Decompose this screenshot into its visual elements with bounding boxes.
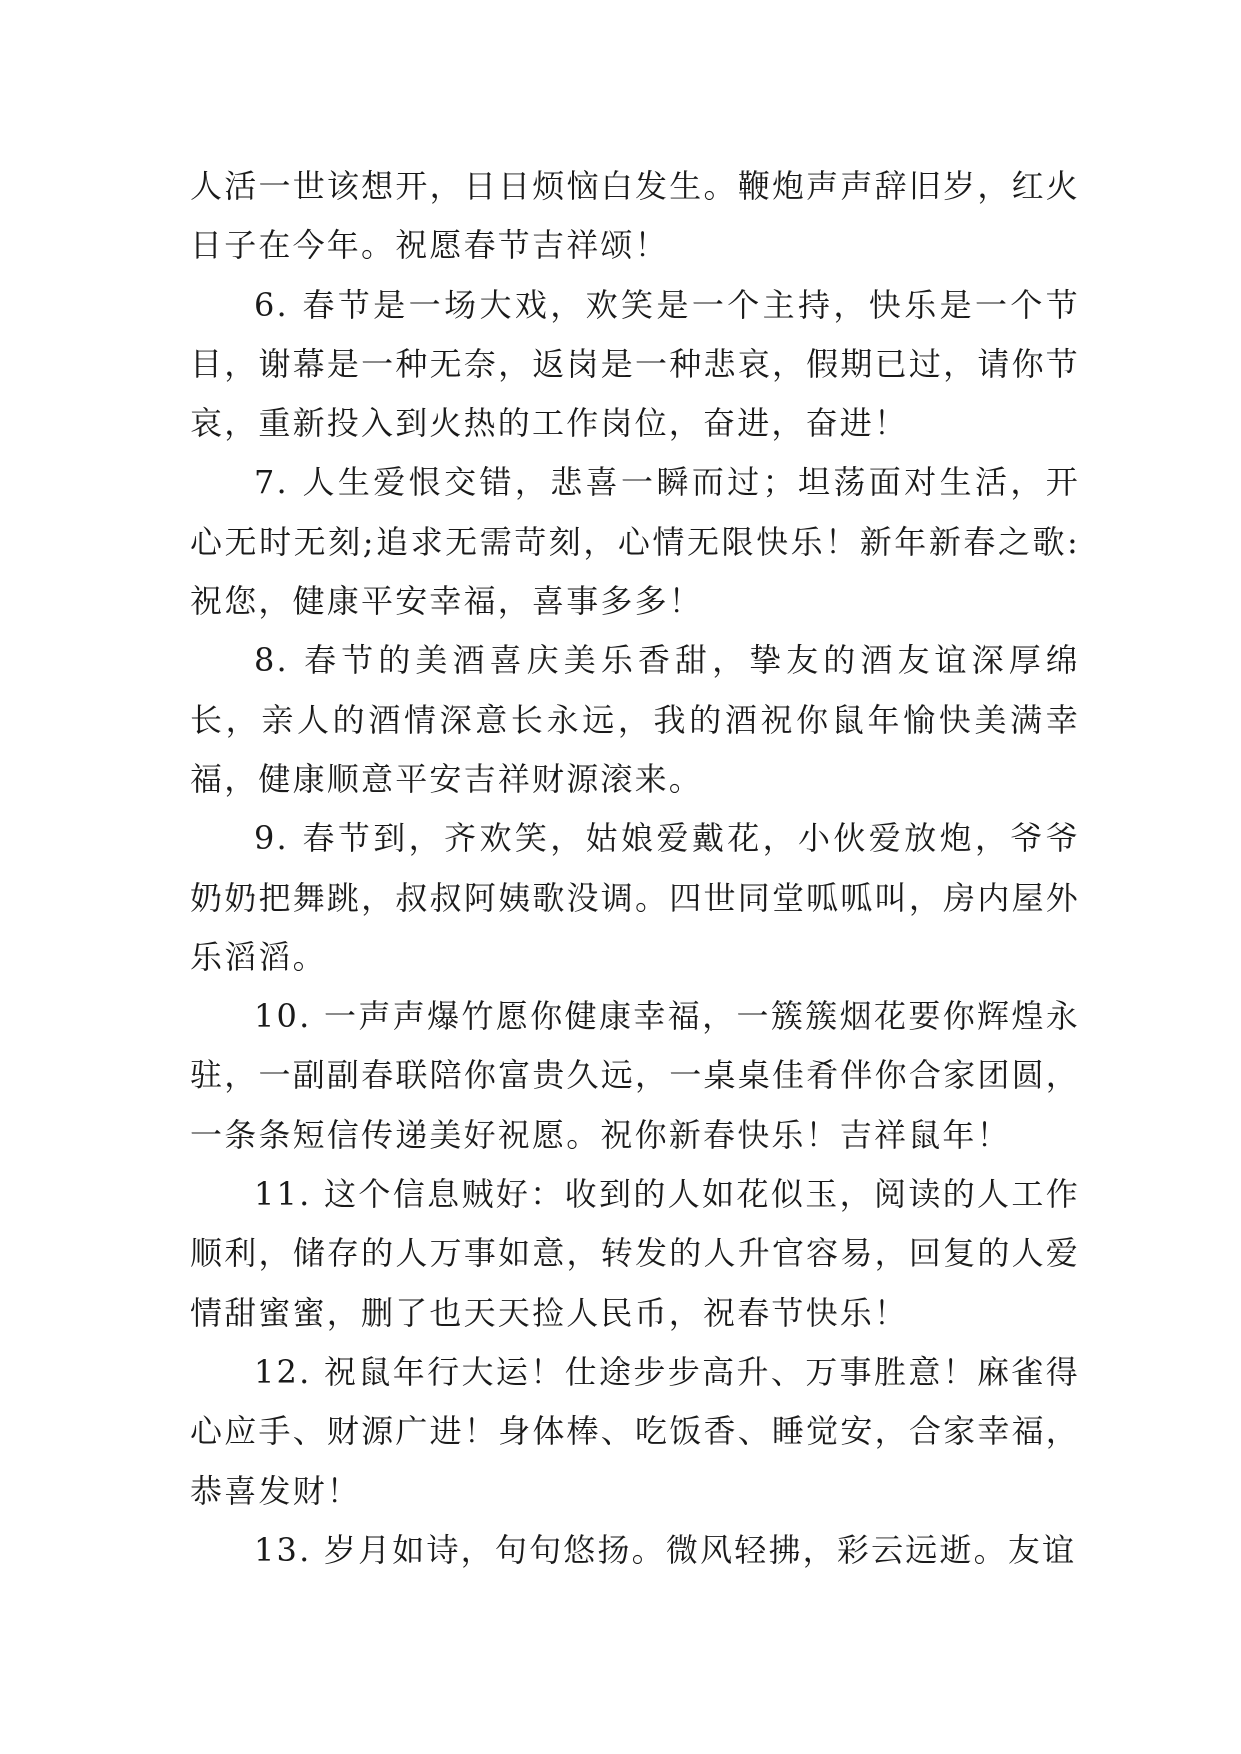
paragraph-item-8: 8. 春节的美酒喜庆美乐香甜，挚友的酒友谊深厚绵长，亲人的酒情深意长永远，我的酒祝你鼠年愉快美满幸福，健康顺意平安吉祥财源滚来。 [190,641,1080,798]
paragraph-item-13: 13. 岁月如诗，句句悠扬。微风轻拂，彩云远逝。友谊 [254,1530,1077,1569]
paragraph-item-9: 9. 春节到，齐欢笑，姑娘爱戴花，小伙爱放炮，爷爷奶奶把舞跳，叔叔阿姨歌没调。四世同堂呱呱叫，房内屋外乐滔滔。 [190,819,1080,976]
paragraph-item-6: 6. 春节是一场大戏，欢笑是一个主持，快乐是一个节目，谢幕是一种无奈，返岗是一种悲哀，假期已过，请你节哀，重新投入到火热的工作岗位，奋进，奋进！ [190,285,1080,443]
paragraph-item-12: 12. 祝鼠年行大运！仕途步步高升、万事胜意！麻雀得心应手、财源广进！身体棒、吃饭香、睡觉安，合家幸福，恭喜发财！ [190,1352,1080,1510]
paragraph-item-11: 11. 这个信息贼好：收到的人如花似玉，阅读的人工作顺利，储存的人万事如意，转发的人升官容易，回复的人爱情甜蜜蜜，删了也天天捡人民币，祝春节快乐！ [190,1175,1080,1332]
document-body [190,157,1080,1580]
paragraph-item-7: 7. 人生爱恨交错，悲喜一瞬而过；坦荡面对生活，开心无时无刻;追求无需苛刻，心情无限快乐！新年新春之歌:祝您，健康平安幸福，喜事多多！ [190,463,1080,621]
paragraph-item-10: 10. 一声声爆竹愿你健康幸福，一簇簇烟花要你辉煌永驻，一副副春联陪你富贵久远，一桌桌佳肴伴你合家团圆，一条条短信传递美好祝愿。祝你新春快乐！吉祥鼠年！ [190,997,1080,1154]
paragraph-continued: 人活一世该想开，日日烦恼白发生。鞭炮声声辞旧岁，红火日子在今年。祝愿春节吉祥颂！ [190,167,1080,265]
